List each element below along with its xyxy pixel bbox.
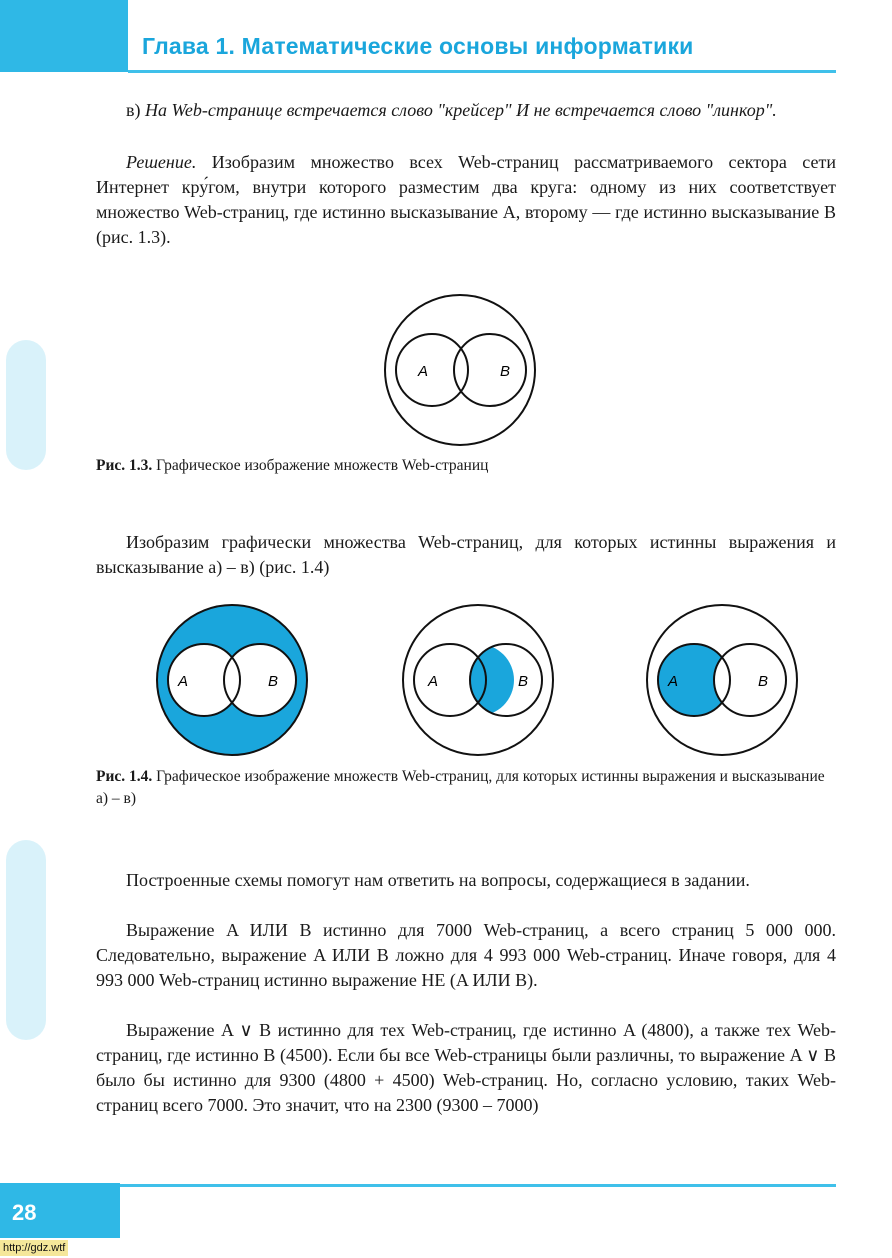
schemes-paragraph	[96, 868, 836, 893]
draw-paragraph	[96, 530, 836, 580]
set-b-label: B	[268, 673, 279, 690]
watermark-link[interactable]: http://gdz.wtf	[0, 1240, 68, 1256]
venn-b-a-and-b	[403, 605, 553, 755]
vee-paragraph	[96, 1018, 836, 1118]
vee-text: Выражение A ∨ B истинно для тех Web-страниц, где истинно A (4800), а также тех Web-страниц, где истинно B (4500). Если бы все Web-страницы были различны, то выражение A ∨ B было бы истинно для 9300 (4800 + 4500) Web-страниц. Но, согласно условию, таких Web-страниц всего 7000. Это значит, что на 2300 (9300 – 7000)	[96, 1020, 836, 1115]
margin-decoration	[6, 840, 46, 1040]
caption-number: Рис. 1.3.	[96, 457, 153, 474]
set-b-label: B	[518, 673, 529, 690]
solution-paragraph	[96, 150, 836, 250]
or-paragraph	[96, 918, 836, 993]
header-color-block	[0, 0, 128, 72]
venn-a-not-a-or-b	[157, 605, 307, 755]
caption-text: Графическое изображение множеств Web-страниц, для которых истинны выражения и высказывание а) – в)	[96, 768, 825, 807]
set-a-label: A	[428, 673, 439, 690]
venn-c-a-and-not-b	[647, 605, 797, 755]
solution-label: Решение.	[126, 152, 197, 172]
header-rule	[128, 70, 836, 73]
universe-circle	[385, 295, 535, 445]
set-b-circle	[454, 334, 526, 406]
schemes-text: Построенные схемы помогут нам ответить на вопросы, содержащиеся в задании.	[126, 870, 750, 890]
draw-text: Изобразим графически множества Web-страниц, для которых истинны выражения и высказывание а) – в) (рис. 1.4)	[96, 532, 836, 577]
or-text: Выражение A ИЛИ B истинно для 7000 Web-страниц, а всего страниц 5 000 000. Следовательно, выражение A ИЛИ B ложно для 4 993 000 Web-страниц. Иначе говоря, для 4 993 000 Web-страниц истинно выражение НЕ (A ИЛИ B).	[96, 920, 836, 990]
page-number: 28	[12, 1200, 37, 1225]
set-b-label: B	[500, 363, 511, 380]
caption-text: Графическое изображение множеств Web-страниц	[156, 457, 489, 474]
task-text: На Web-странице встречается слово "крейсер" И не встречается слово "линкор".	[145, 100, 777, 120]
set-b-label: B	[758, 673, 769, 690]
figure-1-4-venn-diagrams	[150, 600, 810, 765]
solution-text: Изобразим множество всех Web-страниц рассматриваемого сектора сети Интернет кру́гом, внутри которого разместим два круга: одному из них соответствует множество Web-страниц, где истинно высказывание A, второму — где истинно высказывание B (рис. 1.3).	[96, 152, 836, 247]
footer-rule	[120, 1184, 836, 1187]
filled-region	[442, 644, 514, 716]
chapter-title: Глава 1. Математические основы информатики	[142, 33, 694, 59]
caption-number: Рис. 1.4.	[96, 768, 153, 785]
set-a-circle	[396, 334, 468, 406]
task-label: в)	[126, 100, 141, 120]
figure-1-3-caption	[96, 455, 836, 477]
margin-decoration	[6, 340, 46, 470]
figure-1-4-caption	[96, 766, 836, 810]
set-a-label: A	[668, 673, 679, 690]
task-v	[96, 98, 836, 123]
set-a-label: A	[178, 673, 189, 690]
figure-1-3-venn	[380, 290, 540, 450]
set-a-label: A	[418, 363, 429, 380]
